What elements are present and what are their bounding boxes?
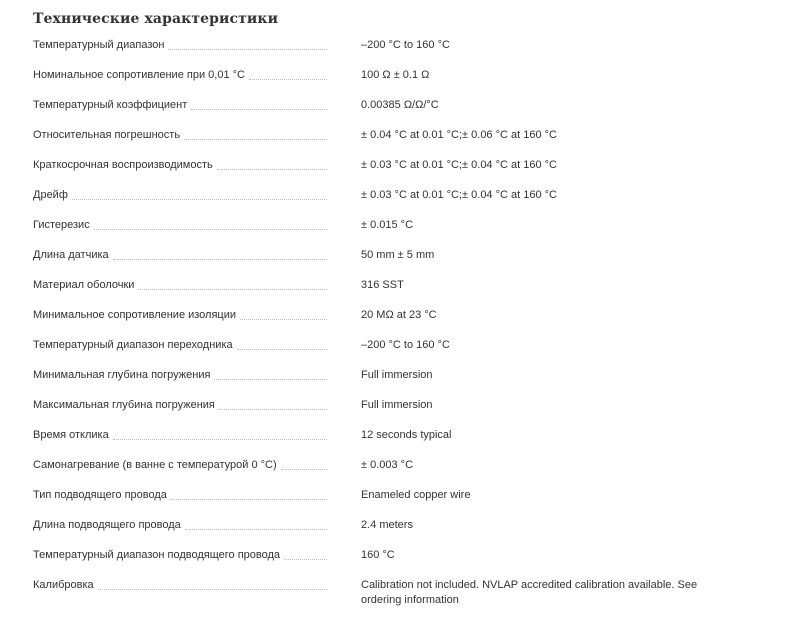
leader-dots — [214, 368, 327, 380]
spec-value: 20 MΩ at 23 °C — [361, 309, 437, 321]
leader-dots — [249, 68, 327, 80]
spec-label: Тип подводящего провода — [33, 489, 167, 501]
leader-dots — [219, 398, 327, 410]
spec-row — [33, 458, 733, 488]
spec-value: ± 0.015 °C — [361, 219, 414, 231]
spec-value: 12 seconds typical — [361, 429, 452, 441]
spec-label: Максимальная глубина погружения — [33, 399, 215, 411]
spec-row — [33, 578, 733, 618]
spec-label: Температурный диапазон подводящего провода — [33, 549, 281, 561]
spec-row — [33, 98, 733, 128]
leader-dots — [94, 218, 327, 230]
spec-value: Enameled copper wire — [361, 489, 471, 501]
spec-label: Длина датчика — [33, 249, 109, 261]
spec-label: Материал оболочки — [33, 279, 135, 291]
spec-row — [33, 398, 733, 428]
spec-value: Calibration not included. NVLAP accredited calibration available. See ordering information — [361, 579, 698, 606]
spec-label: Дрейф — [33, 189, 68, 201]
spec-value: 2.4 meters — [361, 519, 413, 531]
spec-row — [33, 218, 733, 248]
leader-dots — [184, 128, 327, 140]
spec-label: Длина подводящего провода — [33, 519, 181, 531]
spec-row — [33, 548, 733, 578]
spec-value: –200 °C to 160 °C — [361, 339, 450, 351]
spec-value: ± 0.03 °C at 0.01 °C;± 0.04 °C at 160 °C — [361, 189, 557, 201]
spec-row — [33, 248, 733, 278]
spec-label: Температурный диапазон — [33, 39, 165, 51]
spec-value: ± 0.04 °C at 0.01 °C;± 0.06 °C at 160 °C — [361, 129, 557, 141]
spec-row — [33, 428, 733, 458]
spec-row — [33, 338, 733, 368]
spec-row — [33, 38, 733, 68]
spec-label: Температурный диапазон переходника — [33, 339, 233, 351]
leader-dots — [98, 578, 327, 590]
leader-dots — [281, 458, 327, 470]
leader-dots — [185, 518, 327, 530]
leader-dots — [72, 188, 327, 200]
spec-label: Минимальная глубина погружения — [33, 369, 211, 381]
spec-value: –200 °C to 160 °C — [361, 39, 450, 51]
leader-dots — [217, 158, 327, 170]
leader-dots — [240, 308, 327, 320]
spec-label: Минимальное сопротивление изоляции — [33, 309, 237, 321]
leader-dots — [138, 278, 327, 290]
spec-value: Full immersion — [361, 399, 433, 411]
spec-label: Самонагревание (в ванне с температурой 0 °C) — [33, 459, 277, 471]
spec-label: Калибровка — [33, 579, 94, 591]
spec-value: 316 SST — [361, 279, 404, 291]
spec-row — [33, 518, 733, 548]
spec-label: Относительная погрешность — [33, 129, 181, 141]
page-title: Технические характеристики — [33, 11, 279, 27]
leader-dots — [113, 248, 327, 260]
spec-row — [33, 278, 733, 308]
spec-label: Гистерезис — [33, 219, 90, 231]
specs-list — [33, 38, 733, 618]
leader-dots — [113, 428, 327, 440]
spec-value: 160 °C — [361, 549, 395, 561]
spec-row — [33, 488, 733, 518]
spec-value: 0.00385 Ω/Ω/°C — [361, 99, 439, 111]
spec-value: ± 0.03 °C at 0.01 °C;± 0.04 °C at 160 °C — [361, 159, 557, 171]
spec-row — [33, 158, 733, 188]
leader-dots — [284, 548, 327, 560]
spec-row — [33, 188, 733, 218]
spec-row — [33, 368, 733, 398]
spec-row — [33, 68, 733, 98]
spec-label: Температурный коэффициент — [33, 99, 188, 111]
spec-row — [33, 308, 733, 338]
spec-label: Номинальное сопротивление при 0,01 °C — [33, 69, 245, 81]
spec-value: 100 Ω ± 0.1 Ω — [361, 69, 430, 81]
spec-label: Время отклика — [33, 429, 109, 441]
spec-value: ± 0.003 °C — [361, 459, 414, 471]
leader-dots — [237, 338, 327, 350]
spec-row — [33, 128, 733, 158]
leader-dots — [171, 488, 327, 500]
leader-dots — [168, 38, 327, 50]
spec-label: Краткосрочная воспроизводимость — [33, 159, 213, 171]
spec-value: Full immersion — [361, 369, 433, 381]
spec-value: 50 mm ± 5 mm — [361, 249, 435, 261]
leader-dots — [191, 98, 327, 110]
